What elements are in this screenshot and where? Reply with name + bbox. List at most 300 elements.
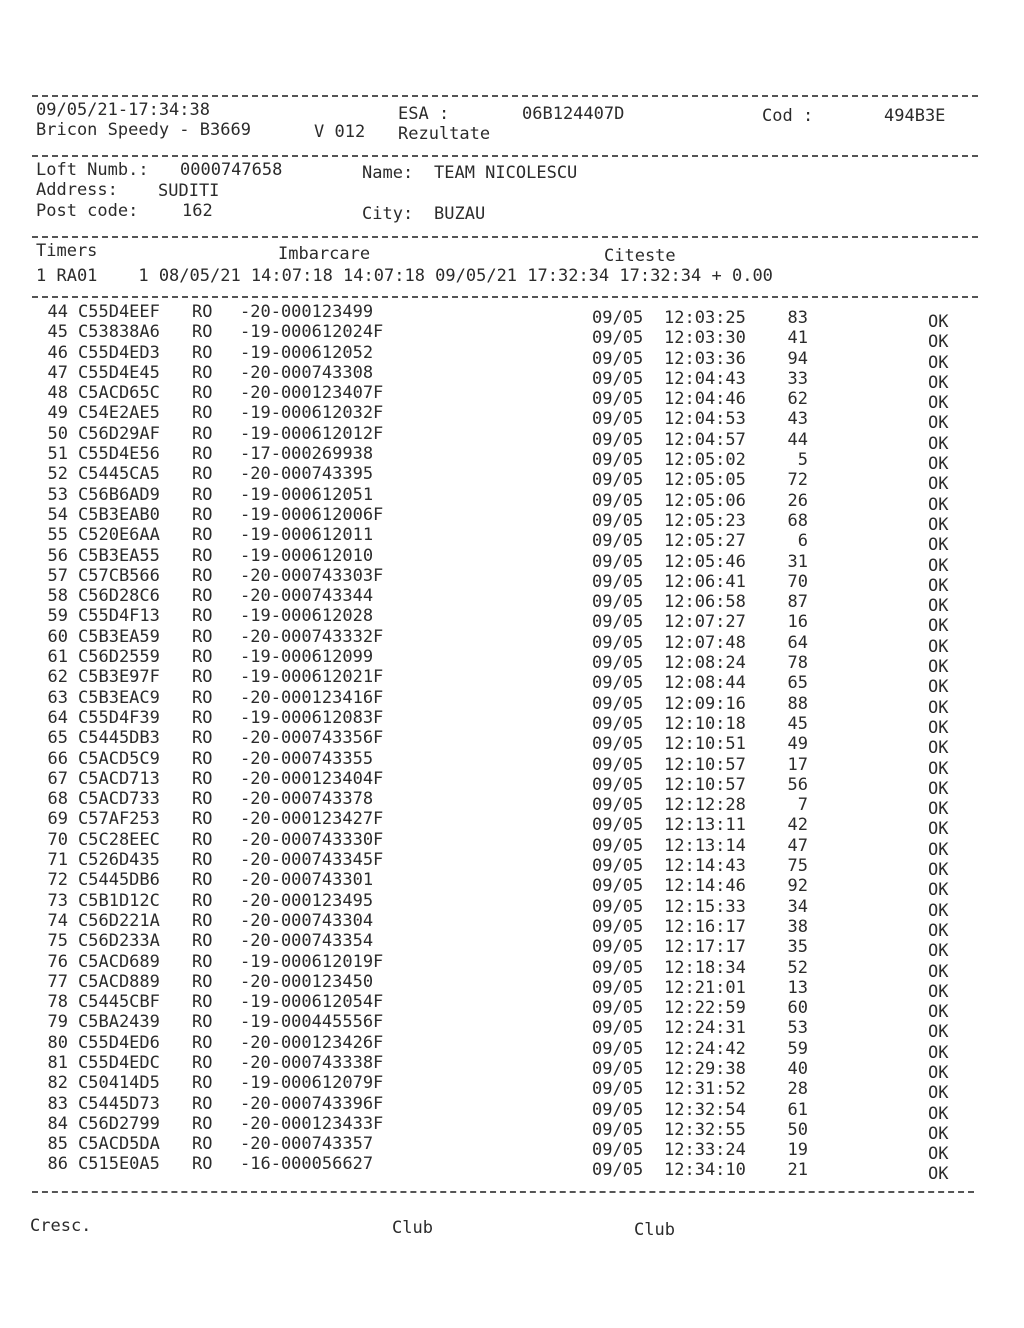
arrival-time: 12:24:42 <box>664 1038 746 1059</box>
position-number: 92 <box>787 876 808 897</box>
separator-top <box>32 95 978 97</box>
arrival-date: 09/05 <box>592 754 644 775</box>
arrival-date: 09/05 <box>592 592 644 613</box>
status: OK <box>928 717 949 738</box>
ring-id: -19-000612019F <box>240 951 384 972</box>
ring-code: C5ACD713 <box>78 768 160 789</box>
status: OK <box>928 1042 949 1063</box>
esa-label: ESA : <box>398 104 450 124</box>
row-number: 66 <box>47 748 68 769</box>
arrival-date: 09/05 <box>592 510 644 531</box>
position-number: 47 <box>787 835 808 856</box>
address-label: Address: <box>36 180 118 200</box>
status: OK <box>928 819 949 840</box>
ring-id: -19-000612011 <box>240 525 374 546</box>
arrival-time: 12:07:27 <box>664 612 746 633</box>
ring-id: -20-000743345F <box>240 850 384 871</box>
row-number: 84 <box>47 1113 68 1134</box>
arrival-time: 12:04:46 <box>664 389 746 410</box>
position-number: 16 <box>787 612 808 633</box>
status: OK <box>928 1083 949 1104</box>
result-row <box>0 626 1024 657</box>
country-code: RO <box>192 850 213 871</box>
position-number: 60 <box>787 998 808 1019</box>
country-code: RO <box>192 768 213 789</box>
arrival-time: 12:15:33 <box>664 896 746 917</box>
position-number: 41 <box>787 328 808 349</box>
ring-id: -19-000612024F <box>240 322 384 343</box>
ring-code: C5B3EA55 <box>78 545 160 566</box>
position-number: 70 <box>787 571 808 592</box>
ring-id: -20-000123427F <box>240 809 384 830</box>
ring-code: C5C28EEC <box>78 829 160 850</box>
ring-code: C5B3EA59 <box>78 626 160 647</box>
status: OK <box>928 677 949 698</box>
status: OK <box>928 352 949 373</box>
ring-id: -19-000612052 <box>240 342 374 363</box>
arrival-date: 09/05 <box>592 815 644 836</box>
status: OK <box>928 555 949 576</box>
country-code: RO <box>192 302 213 322</box>
arrival-date: 09/05 <box>592 551 644 572</box>
arrival-time: 12:10:57 <box>664 754 746 775</box>
arrival-time: 12:09:16 <box>664 693 746 714</box>
country-code: RO <box>192 626 213 647</box>
arrival-date: 09/05 <box>592 490 644 511</box>
status: OK <box>928 514 949 535</box>
row-number: 79 <box>47 1012 68 1033</box>
row-number: 71 <box>47 850 68 871</box>
result-row <box>0 707 1024 738</box>
position-number: 52 <box>787 957 808 978</box>
status: OK <box>928 900 949 921</box>
position-number: 26 <box>787 490 808 511</box>
arrival-date: 09/05 <box>592 571 644 592</box>
position-number: 75 <box>787 856 808 877</box>
status: OK <box>928 1144 949 1165</box>
status: OK <box>928 636 949 657</box>
country-code: RO <box>192 931 213 952</box>
row-number: 81 <box>47 1052 68 1073</box>
arrival-date: 09/05 <box>592 308 644 328</box>
position-number: 44 <box>787 429 808 450</box>
status: OK <box>928 535 949 556</box>
row-number: 51 <box>47 444 68 465</box>
ring-id: -20-000123407F <box>240 383 384 404</box>
country-code: RO <box>192 890 213 911</box>
ring-code: C5ACD5C9 <box>78 748 160 769</box>
country-code: RO <box>192 342 213 363</box>
result-row <box>0 768 1024 799</box>
country-code: RO <box>192 586 213 607</box>
arrival-time: 12:05:02 <box>664 450 746 471</box>
arrival-time: 12:24:31 <box>664 1018 746 1039</box>
row-number: 55 <box>47 525 68 546</box>
arrival-time: 12:34:10 <box>664 1160 746 1181</box>
ring-code: C56D221A <box>78 910 160 931</box>
position-number: 13 <box>787 977 808 998</box>
arrival-time: 12:13:14 <box>664 835 746 856</box>
ring-id: -19-000612032F <box>240 403 384 424</box>
country-code: RO <box>192 423 213 444</box>
ring-id: -20-000743356F <box>240 728 384 749</box>
ring-code: C56D233A <box>78 931 160 952</box>
row-number: 59 <box>47 606 68 627</box>
arrival-date: 09/05 <box>592 1058 644 1079</box>
status: OK <box>928 372 949 393</box>
country-code: RO <box>192 951 213 972</box>
ring-code: C54E2AE5 <box>78 403 160 424</box>
row-number: 45 <box>47 322 68 343</box>
row-number: 62 <box>47 667 68 688</box>
status: OK <box>928 860 949 881</box>
arrival-date: 09/05 <box>592 1140 644 1161</box>
status: OK <box>928 454 949 475</box>
ring-code: C526D435 <box>78 850 160 871</box>
arrival-time: 12:03:30 <box>664 328 746 349</box>
ring-code: C55D4EEF <box>78 302 160 322</box>
arrival-date: 09/05 <box>592 1038 644 1059</box>
country-code: RO <box>192 1134 213 1155</box>
cod-label: Cod : <box>762 106 814 126</box>
ring-id: -20-000743303F <box>240 565 384 586</box>
arrival-time: 12:03:25 <box>664 308 746 328</box>
row-number: 63 <box>47 687 68 708</box>
country-code: RO <box>192 992 213 1013</box>
status: OK <box>928 880 949 901</box>
position-number: 6 <box>797 531 808 552</box>
arrival-time: 12:06:41 <box>664 571 746 592</box>
ring-id: -20-000743304 <box>240 910 374 931</box>
arrival-time: 12:14:46 <box>664 876 746 897</box>
row-number: 70 <box>47 829 68 850</box>
print-datetime: 09/05/21-17:34:38 <box>36 100 210 120</box>
row-number: 54 <box>47 504 68 525</box>
arrival-date: 09/05 <box>592 713 644 734</box>
arrival-date: 09/05 <box>592 348 644 369</box>
country-code: RO <box>192 362 213 383</box>
arrival-time: 12:05:23 <box>664 510 746 531</box>
arrival-time: 12:05:46 <box>664 551 746 572</box>
arrival-time: 12:17:17 <box>664 937 746 958</box>
club-label-1: Club <box>392 1218 433 1238</box>
imbarcare-label: Imbarcare <box>278 244 371 264</box>
arrival-time: 12:29:38 <box>664 1058 746 1079</box>
arrival-time: 12:08:44 <box>664 673 746 694</box>
device-name: Bricon Speedy - B3669 <box>36 120 251 140</box>
arrival-time: 12:21:01 <box>664 977 746 998</box>
row-number: 52 <box>47 464 68 485</box>
country-code: RO <box>192 464 213 485</box>
row-number: 58 <box>47 586 68 607</box>
row-number: 49 <box>47 403 68 424</box>
ring-id: -20-000743395 <box>240 464 374 485</box>
position-number: 17 <box>787 754 808 775</box>
row-number: 67 <box>47 768 68 789</box>
row-number: 83 <box>47 1093 68 1114</box>
country-code: RO <box>192 1012 213 1033</box>
ring-id: -20-000123499 <box>240 302 374 322</box>
position-number: 45 <box>787 713 808 734</box>
position-number: 33 <box>787 368 808 389</box>
row-number: 65 <box>47 728 68 749</box>
country-code: RO <box>192 707 213 728</box>
status: OK <box>928 839 949 860</box>
ring-code: C5445CBF <box>78 992 160 1013</box>
ring-id: -19-000612051 <box>240 484 374 505</box>
row-number: 82 <box>47 1073 68 1094</box>
arrival-time: 12:12:28 <box>664 795 746 816</box>
position-number: 83 <box>787 308 808 328</box>
arrival-date: 09/05 <box>592 916 644 937</box>
postcode-label: Post code: <box>36 201 139 221</box>
status: OK <box>928 981 949 1002</box>
country-code: RO <box>192 525 213 546</box>
arrival-time: 12:32:55 <box>664 1119 746 1140</box>
status: OK <box>928 1022 949 1043</box>
position-number: 5 <box>797 450 808 471</box>
arrival-time: 12:10:57 <box>664 774 746 795</box>
city-label: City: <box>362 204 414 224</box>
position-number: 21 <box>787 1160 808 1181</box>
ring-id: -20-000123416F <box>240 687 384 708</box>
status: OK <box>928 575 949 596</box>
result-row <box>0 829 1024 860</box>
status: OK <box>928 697 949 718</box>
arrival-date: 09/05 <box>592 693 644 714</box>
separator-bottom <box>32 1191 974 1193</box>
results-list <box>0 302 1024 1185</box>
country-code: RO <box>192 667 213 688</box>
arrival-date: 09/05 <box>592 450 644 471</box>
arrival-time: 12:04:53 <box>664 409 746 430</box>
timers-label: Timers <box>36 241 98 261</box>
arrival-time: 12:32:54 <box>664 1099 746 1120</box>
arrival-date: 09/05 <box>592 429 644 450</box>
ring-id: -20-000743338F <box>240 1052 384 1073</box>
arrival-date: 09/05 <box>592 795 644 816</box>
position-number: 88 <box>787 693 808 714</box>
ring-code: C56D2559 <box>78 647 160 668</box>
ring-code: C5B3EAB0 <box>78 504 160 525</box>
ring-id: -19-000612083F <box>240 707 384 728</box>
row-number: 75 <box>47 931 68 952</box>
arrival-time: 12:33:24 <box>664 1140 746 1161</box>
address-value: SUDITI <box>158 181 220 201</box>
ring-code: C5445DB6 <box>78 870 160 891</box>
arrival-time: 12:04:57 <box>664 429 746 450</box>
city-value: BUZAU <box>434 204 486 224</box>
position-number: 42 <box>787 815 808 836</box>
ring-code: C5ACD5DA <box>78 1134 160 1155</box>
status: OK <box>928 433 949 454</box>
position-number: 28 <box>787 1079 808 1100</box>
result-row <box>0 910 1024 941</box>
ring-code: C5B3E97F <box>78 667 160 688</box>
position-number: 38 <box>787 916 808 937</box>
result-row <box>0 1154 1024 1185</box>
country-code: RO <box>192 971 213 992</box>
ring-id: -19-000612010 <box>240 545 374 566</box>
ring-code: C56B6AD9 <box>78 484 160 505</box>
arrival-time: 12:18:34 <box>664 957 746 978</box>
country-code: RO <box>192 1154 213 1175</box>
result-row <box>0 423 1024 454</box>
arrival-date: 09/05 <box>592 531 644 552</box>
status: OK <box>928 799 949 820</box>
row-number: 48 <box>47 383 68 404</box>
ring-code: C5B1D12C <box>78 890 160 911</box>
position-number: 35 <box>787 937 808 958</box>
row-number: 73 <box>47 890 68 911</box>
status: OK <box>928 312 949 332</box>
ring-id: -20-000743357 <box>240 1134 374 1155</box>
report-mode: Rezultate <box>398 124 491 144</box>
ring-id: -20-000743354 <box>240 931 374 952</box>
position-number: 19 <box>787 1140 808 1161</box>
country-code: RO <box>192 484 213 505</box>
club-label-2: Club <box>634 1220 675 1240</box>
ring-code: C50414D5 <box>78 1073 160 1094</box>
ring-id: -20-000743308 <box>240 362 374 383</box>
status: OK <box>928 1103 949 1124</box>
ring-code: C55D4ED6 <box>78 1032 160 1053</box>
arrival-date: 09/05 <box>592 835 644 856</box>
row-number: 47 <box>47 362 68 383</box>
row-number: 44 <box>47 302 68 322</box>
ring-id: -20-000123433F <box>240 1113 384 1134</box>
arrival-date: 09/05 <box>592 673 644 694</box>
arrival-date: 09/05 <box>592 734 644 755</box>
arrival-date: 09/05 <box>592 1160 644 1181</box>
ring-id: -19-000612054F <box>240 992 384 1013</box>
position-number: 50 <box>787 1119 808 1140</box>
position-number: 78 <box>787 653 808 674</box>
arrival-date: 09/05 <box>592 876 644 897</box>
position-number: 59 <box>787 1038 808 1059</box>
arrival-date: 09/05 <box>592 957 644 978</box>
ring-id: -20-000743344 <box>240 586 374 607</box>
status: OK <box>928 920 949 941</box>
ring-code: C55D4E56 <box>78 444 160 465</box>
row-number: 61 <box>47 647 68 668</box>
status: OK <box>928 941 949 962</box>
ring-code: C5445DB3 <box>78 728 160 749</box>
status: OK <box>928 738 949 759</box>
status: OK <box>928 1062 949 1083</box>
row-number: 77 <box>47 971 68 992</box>
country-code: RO <box>192 687 213 708</box>
country-code: RO <box>192 1093 213 1114</box>
result-row <box>0 971 1024 1002</box>
ring-id: -20-000743355 <box>240 748 374 769</box>
cod-value: 494B3E <box>884 106 946 126</box>
ring-code: C56D28C6 <box>78 586 160 607</box>
ring-id: -20-000123426F <box>240 1032 384 1053</box>
result-row <box>0 565 1024 596</box>
arrival-date: 09/05 <box>592 774 644 795</box>
row-number: 68 <box>47 789 68 810</box>
arrival-time: 12:05:27 <box>664 531 746 552</box>
status: OK <box>928 393 949 414</box>
row-number: 85 <box>47 1134 68 1155</box>
row-number: 50 <box>47 423 68 444</box>
ring-id: -20-000123404F <box>240 768 384 789</box>
country-code: RO <box>192 545 213 566</box>
arrival-time: 12:08:24 <box>664 653 746 674</box>
status: OK <box>928 961 949 982</box>
separator-timers <box>32 296 978 298</box>
ring-id: -19-000445556F <box>240 1012 384 1033</box>
status: OK <box>928 474 949 495</box>
position-number: 49 <box>787 734 808 755</box>
status: OK <box>928 494 949 515</box>
postcode-value: 162 <box>182 201 213 221</box>
arrival-time: 12:31:52 <box>664 1079 746 1100</box>
status: OK <box>928 616 949 637</box>
row-number: 56 <box>47 545 68 566</box>
arrival-date: 09/05 <box>592 328 644 349</box>
arrival-date: 09/05 <box>592 1079 644 1100</box>
result-row <box>0 302 1024 332</box>
status: OK <box>928 1123 949 1144</box>
country-code: RO <box>192 910 213 931</box>
status: OK <box>928 413 949 434</box>
ring-id: -19-000612099 <box>240 647 374 668</box>
country-code: RO <box>192 322 213 343</box>
arrival-time: 12:07:48 <box>664 632 746 653</box>
ring-code: C5445CA5 <box>78 464 160 485</box>
arrival-time: 12:06:58 <box>664 592 746 613</box>
country-code: RO <box>192 1073 213 1094</box>
status: OK <box>928 596 949 617</box>
loft-label: Loft Numb.: <box>36 160 149 180</box>
arrival-time: 12:22:59 <box>664 998 746 1019</box>
row-number: 57 <box>47 565 68 586</box>
ring-code: C515E0A5 <box>78 1154 160 1175</box>
result-row <box>0 504 1024 535</box>
status: OK <box>928 1002 949 1023</box>
arrival-time: 12:05:05 <box>664 470 746 491</box>
status: OK <box>928 1164 949 1185</box>
ring-id: -20-000743378 <box>240 789 374 810</box>
ring-id: -20-000743332F <box>240 626 384 647</box>
ring-code: C53838A6 <box>78 322 160 343</box>
separator-owner <box>32 236 978 238</box>
arrival-date: 09/05 <box>592 653 644 674</box>
ring-id: -19-000612012F <box>240 423 384 444</box>
arrival-time: 12:13:11 <box>664 815 746 836</box>
arrival-date: 09/05 <box>592 1119 644 1140</box>
ring-code: C55D4E45 <box>78 362 160 383</box>
ring-code: C55D4ED3 <box>78 342 160 363</box>
ring-id: -19-000612006F <box>240 504 384 525</box>
ring-id: -20-000743396F <box>240 1093 384 1114</box>
row-number: 60 <box>47 626 68 647</box>
position-number: 87 <box>787 592 808 613</box>
status: OK <box>928 332 949 353</box>
status: OK <box>928 758 949 779</box>
country-code: RO <box>192 565 213 586</box>
ring-code: C520E6AA <box>78 525 160 546</box>
row-number: 78 <box>47 992 68 1013</box>
row-number: 64 <box>47 707 68 728</box>
country-code: RO <box>192 1113 213 1134</box>
timer-line: 1 RA01 1 08/05/21 14:07:18 14:07:18 09/05/21 17:32:34 17:32:34 + 0.00 <box>36 266 773 286</box>
row-number: 53 <box>47 484 68 505</box>
arrival-date: 09/05 <box>592 856 644 877</box>
position-number: 56 <box>787 774 808 795</box>
